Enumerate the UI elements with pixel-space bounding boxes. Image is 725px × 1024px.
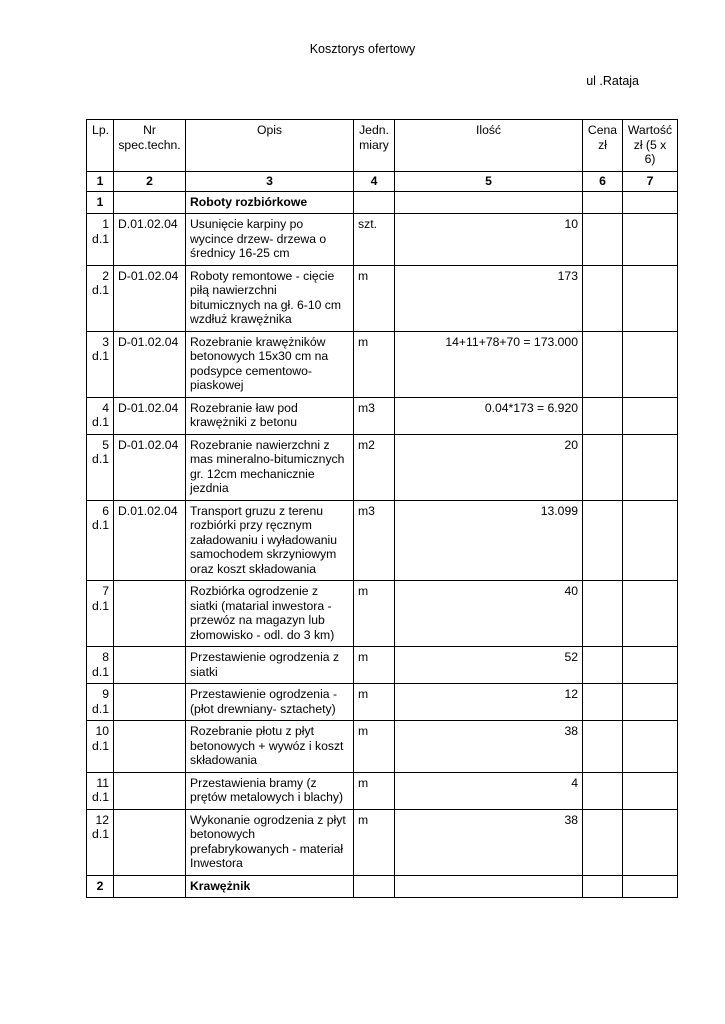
item-quantity: 14+11+78+70 = 173.000 <box>395 331 583 397</box>
table-row <box>87 434 678 500</box>
table-row <box>87 500 678 581</box>
item-quantity: 0.04*173 = 6.920 <box>395 397 583 434</box>
column-number-row <box>87 172 678 192</box>
item-quantity: 38 <box>395 809 583 875</box>
item-description: Rozebranie nawierzchni z mas mineralno-bitumicznych gr. 12cm mechanicznie jezdnia <box>186 434 354 500</box>
item-quantity: 52 <box>395 647 583 684</box>
section-row <box>87 875 678 898</box>
item-price <box>583 721 623 773</box>
table-row <box>87 809 678 875</box>
header-value: Wartość zł (5 x 6) <box>623 120 678 172</box>
item-price <box>583 214 623 266</box>
column-number: 4 <box>354 172 395 192</box>
table-row <box>87 581 678 647</box>
section-spec <box>114 875 186 898</box>
section-value <box>623 875 678 898</box>
item-price <box>583 265 623 331</box>
table-header-row <box>87 120 678 172</box>
item-unit: m <box>354 721 395 773</box>
header-desc: Opis <box>186 120 354 172</box>
section-qty <box>395 875 583 898</box>
item-description: Usunięcie karpiny po wycince drzew- drzewa o średnicy 16-25 cm <box>186 214 354 266</box>
item-value <box>623 214 678 266</box>
header-unit: Jedn. miary <box>354 120 395 172</box>
item-unit: m <box>354 772 395 809</box>
section-price <box>583 875 623 898</box>
table-row <box>87 772 678 809</box>
column-number: 7 <box>623 172 678 192</box>
item-quantity: 40 <box>395 581 583 647</box>
item-value <box>623 647 678 684</box>
item-quantity: 13.099 <box>395 500 583 581</box>
section-number: 2 <box>87 875 114 898</box>
item-description: Rozebranie płotu z płyt betonowych + wywóz i koszt składowania <box>186 721 354 773</box>
item-lp: 2 d.1 <box>87 265 114 331</box>
item-spec <box>114 809 186 875</box>
section-value <box>623 191 678 214</box>
item-value <box>623 581 678 647</box>
column-number: 1 <box>87 172 114 192</box>
section-name: Krawężnik <box>186 875 354 898</box>
item-quantity: 10 <box>395 214 583 266</box>
section-number: 1 <box>87 191 114 214</box>
item-description: Rozebranie krawężników betonowych 15x30 cm na podsypce cementowo-piaskowej <box>186 331 354 397</box>
item-spec: D-01.02.04 <box>114 434 186 500</box>
item-description: Rozebranie ław pod krawężniki z betonu <box>186 397 354 434</box>
header-lp: Lp. <box>87 120 114 172</box>
section-price <box>583 191 623 214</box>
item-lp: 10 d.1 <box>87 721 114 773</box>
item-lp: 6 d.1 <box>87 500 114 581</box>
item-unit: m <box>354 265 395 331</box>
item-unit: m <box>354 684 395 721</box>
item-quantity: 20 <box>395 434 583 500</box>
section-spec <box>114 191 186 214</box>
item-price <box>583 647 623 684</box>
item-spec <box>114 772 186 809</box>
item-value <box>623 721 678 773</box>
item-spec: D-01.02.04 <box>114 265 186 331</box>
item-lp: 5 d.1 <box>87 434 114 500</box>
item-description: Przestawienie ogrodzenia - (płot drewniany- sztachety) <box>186 684 354 721</box>
item-description: Przestawienie ogrodzenia z siatki <box>186 647 354 684</box>
item-description: Wykonanie ogrodzenia z płyt betonowych prefabrykowanych - materiał Inwestora <box>186 809 354 875</box>
item-unit: m <box>354 809 395 875</box>
item-unit: m3 <box>354 397 395 434</box>
section-unit <box>354 875 395 898</box>
item-unit: m <box>354 647 395 684</box>
item-price <box>583 500 623 581</box>
item-price <box>583 684 623 721</box>
item-unit: m <box>354 581 395 647</box>
item-value <box>623 331 678 397</box>
section-name: Roboty rozbiórkowe <box>186 191 354 214</box>
item-spec <box>114 581 186 647</box>
item-value <box>623 809 678 875</box>
item-description: Przestawienia bramy (z prętów metalowych i blachy) <box>186 772 354 809</box>
item-spec: D-01.02.04 <box>114 331 186 397</box>
table-row <box>87 265 678 331</box>
item-price <box>583 331 623 397</box>
section-unit <box>354 191 395 214</box>
item-unit: szt. <box>354 214 395 266</box>
header-qty: Ilość <box>395 120 583 172</box>
item-quantity: 173 <box>395 265 583 331</box>
item-value <box>623 500 678 581</box>
cost-estimate-table <box>86 119 678 898</box>
item-unit: m <box>354 331 395 397</box>
item-unit: m2 <box>354 434 395 500</box>
item-description: Roboty remontowe - cięcie piłą nawierzchni bitumicznych na gł. 6-10 cm wzdłuż krawężnika <box>186 265 354 331</box>
document-address: ul .Rataja <box>586 74 639 88</box>
item-unit: m3 <box>354 500 395 581</box>
item-value <box>623 684 678 721</box>
item-lp: 9 d.1 <box>87 684 114 721</box>
section-qty <box>395 191 583 214</box>
item-value <box>623 434 678 500</box>
item-lp: 1 d.1 <box>87 214 114 266</box>
table-row <box>87 721 678 773</box>
section-row <box>87 191 678 214</box>
item-value <box>623 772 678 809</box>
item-spec: D.01.02.04 <box>114 500 186 581</box>
table-row <box>87 214 678 266</box>
item-lp: 11 d.1 <box>87 772 114 809</box>
item-lp: 4 d.1 <box>87 397 114 434</box>
table-row <box>87 684 678 721</box>
item-spec <box>114 647 186 684</box>
item-spec: D-01.02.04 <box>114 397 186 434</box>
item-price <box>583 434 623 500</box>
item-lp: 8 d.1 <box>87 647 114 684</box>
item-description: Rozbiórka ogrodzenie z siatki (matarial inwestora - przewóz na magazyn lub złomowisko - odl. do 3 km) <box>186 581 354 647</box>
column-number: 5 <box>395 172 583 192</box>
item-lp: 12 d.1 <box>87 809 114 875</box>
item-price <box>583 772 623 809</box>
item-lp: 3 d.1 <box>87 331 114 397</box>
item-quantity: 38 <box>395 721 583 773</box>
item-quantity: 12 <box>395 684 583 721</box>
item-value <box>623 397 678 434</box>
column-number: 3 <box>186 172 354 192</box>
item-spec: D.01.02.04 <box>114 214 186 266</box>
header-price: Cena zł <box>583 120 623 172</box>
document-title: Kosztorys ofertowy <box>309 42 416 56</box>
column-number: 6 <box>583 172 623 192</box>
item-price <box>583 809 623 875</box>
table-row <box>87 397 678 434</box>
table-row <box>87 331 678 397</box>
item-price <box>583 581 623 647</box>
item-spec <box>114 684 186 721</box>
column-number: 2 <box>114 172 186 192</box>
item-quantity: 4 <box>395 772 583 809</box>
item-lp: 7 d.1 <box>87 581 114 647</box>
item-value <box>623 265 678 331</box>
item-spec <box>114 721 186 773</box>
item-price <box>583 397 623 434</box>
table-row <box>87 647 678 684</box>
item-description: Transport gruzu z terenu rozbiórki przy ręcznym załadowaniu i wyładowaniu samochodem skrzyniowym oraz koszt składowania <box>186 500 354 581</box>
header-spec: Nr spec.techn. <box>114 120 186 172</box>
